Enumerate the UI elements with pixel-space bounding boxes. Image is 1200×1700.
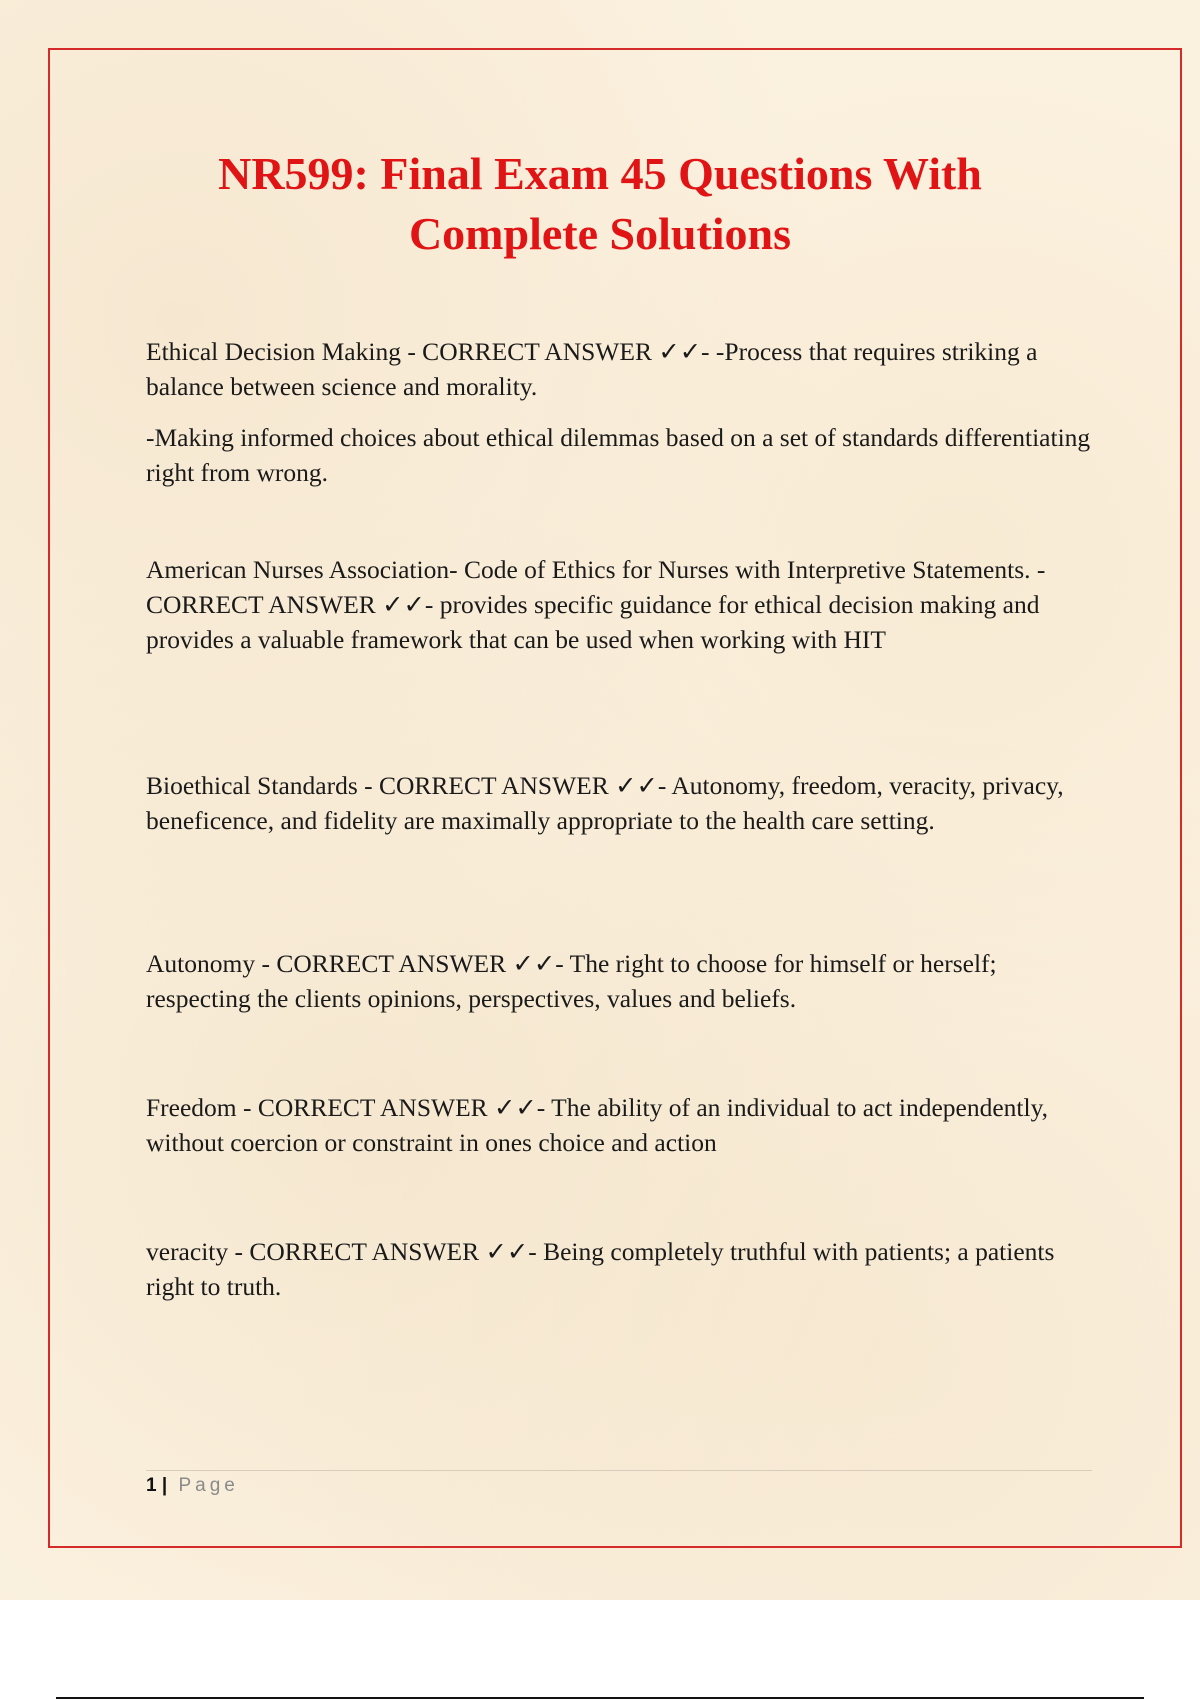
footer-separator: | (161, 1475, 168, 1496)
qa-entry-ethical-decision-making (146, 334, 1106, 487)
entry-paragraph: -Making informed choices about ethical dilemmas based on a set of standards differentiating right from wrong. (146, 423, 1091, 487)
entry-paragraph: Autonomy - CORRECT ANSWER ✓✓- The right to choose for himself or herself; respecting the clients opinions, perspectives, values and beliefs. (146, 949, 997, 1013)
page-label: Page (178, 1475, 239, 1496)
entry-paragraph: veracity - CORRECT ANSWER ✓✓- Being completely truthful with patients; a patients right to truth. (146, 1237, 1055, 1301)
qa-entry-autonomy (146, 946, 1106, 1022)
page-number: 1 (146, 1475, 157, 1496)
document-title (100, 144, 1100, 264)
title-line-1: NR599: Final Exam 45 Questions With (218, 148, 982, 199)
page-footer (146, 1474, 239, 1498)
document-body (146, 334, 1106, 1310)
entry-paragraph: Ethical Decision Making - CORRECT ANSWER ✓✓- -Process that requires striking a balance between science and morality. (146, 337, 1038, 401)
entry-paragraph: Freedom - CORRECT ANSWER ✓✓- The ability of an individual to act independently, without coercion or constraint in ones choice and action (146, 1093, 1049, 1157)
qa-entry-ana-code-of-ethics (146, 552, 1106, 700)
entry-paragraph: Bioethical Standards - CORRECT ANSWER ✓✓- Autonomy, freedom, veracity, privacy, beneficence, and fidelity are maximally appropriate to the health care setting. (146, 771, 1064, 835)
qa-entry-bioethical-standards (146, 768, 1106, 878)
footer-divider (146, 1470, 1092, 1471)
entry-paragraph: American Nurses Association- Code of Ethics for Nurses with Interpretive Statements. - CORRECT ANSWER ✓✓- provides specific guidance for ethical decision making and provides a valuable framework that can be used when working with HIT (146, 555, 1046, 654)
bottom-divider (56, 1697, 1144, 1699)
qa-entry-freedom (146, 1090, 1106, 1166)
title-line-2: Complete Solutions (408, 208, 792, 259)
qa-entry-veracity (146, 1234, 1106, 1310)
